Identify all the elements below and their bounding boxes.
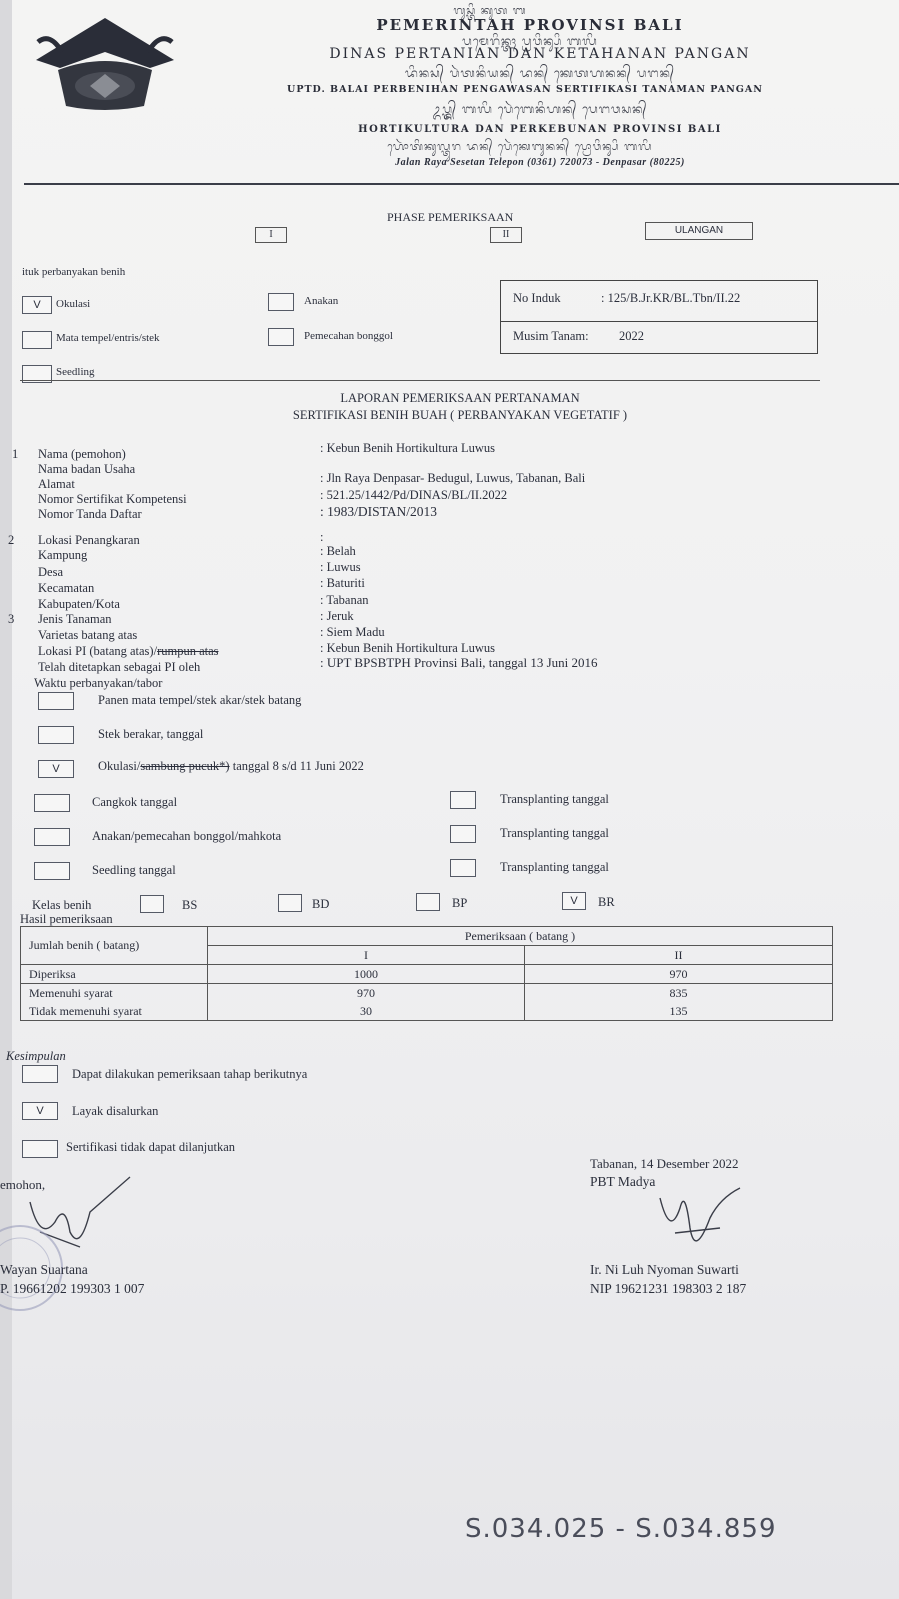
- panen-checkbox: [38, 692, 74, 710]
- mata-tempel-checkbox: [22, 331, 52, 349]
- kelas-bp-label: BP: [452, 896, 468, 910]
- government-name: PEMERINTAH PROVINSI BALI: [376, 16, 684, 34]
- pemohon-role: emohon,: [0, 1177, 46, 1192]
- col-jumlah-header: Jumlah benih ( batang): [21, 927, 208, 965]
- transplanting-3-label: Transplanting tanggal: [500, 860, 609, 874]
- varietas-label: Varietas batang atas: [38, 628, 138, 642]
- row-value-ii: 970: [525, 965, 833, 984]
- kelas-bs-label: BS: [182, 898, 198, 912]
- col-ii-header: II: [525, 946, 833, 965]
- table-row: [21, 1002, 833, 1021]
- okulasi-tanggal-checkbox: V: [38, 760, 74, 778]
- balinese-script-top: ᬕᬸᬲ᭄ᬢᬶ ᬓᬸᬢ ᬩ: [453, 4, 527, 17]
- row-value-ii: 835: [525, 984, 833, 1003]
- kelas-bd-checkbox: [278, 894, 302, 912]
- kampung-label: Kampung: [38, 548, 88, 562]
- badan-usaha-label: Nama badan Usaha: [38, 462, 136, 476]
- pbt-signature: [640, 1178, 750, 1268]
- kelas-bs-checkbox: [140, 895, 164, 913]
- tanda-daftar-value: : 1983/DISTAN/2013: [320, 504, 438, 519]
- cangkok-label: Cangkok tanggal: [92, 795, 178, 809]
- dinas-name: DINAS PERTANIAN DAN KETAHANAN PANGAN: [329, 46, 751, 62]
- section-3-number: 3: [8, 612, 15, 626]
- report-subtitle: SERTIFIKASI BENIH BUAH ( PERBANYAKAN VEGETATIF ): [292, 408, 628, 422]
- tanda-daftar-label: Nomor Tanda Daftar: [38, 507, 142, 521]
- sertifikat-value: : 521.25/1442/Pd/DINAS/BL/II.2022: [320, 488, 508, 502]
- hasil-label: Hasil pemeriksaan: [20, 912, 113, 926]
- row-value-i: 30: [208, 1002, 525, 1021]
- kesimpulan-1-checkbox: [22, 1065, 58, 1083]
- phase-box-2: II: [490, 227, 522, 243]
- office-address: Jalan Raya Sesetan Telepon (0361) 720073 - Denpasar (80225): [395, 157, 685, 168]
- musim-tanam-value: 2022: [619, 329, 644, 343]
- telah-ditetapkan-value: : UPT BPSBTPH Provinsi Bali, tanggal 13 Juni 2016: [320, 655, 598, 670]
- transplanting-3-checkbox: [450, 859, 476, 877]
- kabupaten-value: : Tabanan: [320, 593, 369, 607]
- alamat-value: : Jln Raya Denpasar- Bedugul, Luwus, Tabanan, Bali: [320, 471, 586, 485]
- stek-label: Stek berakar, tanggal: [98, 727, 204, 741]
- kesimpulan-2-label: Layak disalurkan: [72, 1104, 159, 1118]
- transplanting-1-label: Transplanting tanggal: [500, 792, 609, 806]
- uptd-name: UPTD. BALAI PERBENIHAN PENGAWASAN SERTIFIKASI TANAMAN PANGAN: [287, 84, 763, 95]
- anakan-label: Anakan: [304, 295, 339, 307]
- kelas-br-label: BR: [598, 895, 615, 909]
- section-2-number: 2: [8, 533, 15, 547]
- table-row: [21, 965, 833, 984]
- stek-checkbox: [38, 726, 74, 744]
- varietas-value: : Siem Madu: [320, 625, 385, 639]
- col-pemeriksaan-header: Pemeriksaan ( batang ): [208, 927, 833, 946]
- balinese-script-dinas: ᬤᬶᬦᬲ᭄ ᬧᬃᬢᬦᬶᬬᬦ᭄ ᬤᬦ᭄ ᬓᬾᬢᬳᬦᬦ᭄ ᬧᬗᬦ᭄: [404, 66, 676, 80]
- musim-tanam-label: Musim Tanam:: [513, 329, 589, 343]
- kesimpulan-1-label: Dapat dilakukan pemeriksaan tahap berikutnya: [72, 1067, 308, 1081]
- okulasi-label: Okulasi: [56, 298, 91, 310]
- kesimpulan-2-checkbox: V: [22, 1102, 58, 1120]
- report-title: LAPORAN PEMERIKSAAN PERTANAMAN: [340, 391, 580, 405]
- anakan-checkbox: [268, 293, 294, 311]
- handwritten-serial-range: S.034.025 - S.034.859: [465, 1514, 777, 1544]
- alamat-label: Alamat: [38, 477, 75, 491]
- pemohon-nip: P. 19661202 199303 1 007: [0, 1281, 145, 1296]
- mata-tempel-label: Mata tempel/entris/stek: [56, 332, 160, 344]
- anakan-tanggal-checkbox: [34, 828, 70, 846]
- hasil-table: [20, 926, 833, 1021]
- okulasi-checkbox: V: [22, 296, 52, 314]
- kecamatan-label: Kecamatan: [38, 581, 95, 595]
- kelas-benih-label: Kelas benih: [32, 898, 92, 912]
- kesimpulan-3-checkbox: [22, 1140, 58, 1158]
- row-label: Memenuhi syarat: [21, 984, 208, 1003]
- perbanyakan-label: ituk perbanyakan benih: [22, 266, 126, 278]
- kampung-value: : Belah: [320, 544, 356, 558]
- kelas-br-checkbox: V: [562, 892, 586, 910]
- kesimpulan-label: Kesimpulan: [6, 1049, 66, 1063]
- row-label: Diperiksa: [21, 965, 208, 984]
- row-value-i: 1000: [208, 965, 525, 984]
- header-divider: [24, 183, 899, 185]
- balinese-script-horti: ᬳᭀᬃᬢᬶᬓᬸᬮ᭄ᬢᬸᬭ ᬤᬦ᭄ ᬧᬾᬃᬓᬾᬩᬸᬦᬦ᭄ ᬧ᭄ᬭᭀᬯᬶᬦ᭄ᬲᬶ ᬩᬮᬶ: [387, 140, 653, 153]
- jenis-label: Jenis Tanaman: [38, 612, 112, 626]
- nama-label: Nama (pemohon): [38, 447, 126, 461]
- kelas-bd-label: BD: [312, 897, 330, 911]
- phase-title: PHASE PEMERIKSAAN: [387, 210, 514, 224]
- lokasi-value: :: [320, 530, 324, 544]
- anakan-tanggal-label: Anakan/pemecahan bonggol/mahkota: [92, 829, 282, 843]
- table-row: [21, 984, 833, 1003]
- telah-ditetapkan-label: Telah ditetapkan sebagai PI oleh: [38, 660, 201, 674]
- table-header-row: [21, 927, 833, 946]
- sertifikat-label: Nomor Sertifikat Kompetensi: [38, 492, 187, 506]
- seedling-label: Seedling: [56, 366, 95, 378]
- kesimpulan-3-label: Sertifikasi tidak dapat dilanjutkan: [66, 1140, 236, 1154]
- balinese-script-uptd: ᬉᬧ᭄ᬢ᭄ᬤ᭄ ᬩᬮᬶ ᬧᬾᬃᬩᬾᬦᬶᬳᬦ᭄ ᬧᬾᬗᬯᬲᬦ᭄: [432, 102, 648, 116]
- kelas-bp-checkbox: [416, 893, 440, 911]
- lokasi-label: Lokasi Penangkaran: [38, 533, 140, 547]
- row-value-i: 970: [208, 984, 525, 1003]
- nama-value: : Kebun Benih Hortikultura Luwus: [320, 441, 495, 455]
- kecamatan-value: : Baturiti: [320, 576, 365, 590]
- sign-place-date: Tabanan, 14 Desember 2022: [590, 1156, 739, 1171]
- transplanting-2-checkbox: [450, 825, 476, 843]
- bali-province-emblem: [30, 12, 180, 112]
- pemecahan-label: Pemecahan bonggol: [304, 330, 393, 342]
- no-induk-label: No Induk: [513, 291, 561, 305]
- pbt-name: Ir. Ni Luh Nyoman Suwarti: [590, 1262, 739, 1277]
- row-value-ii: 135: [525, 1002, 833, 1021]
- okulasi-tanggal-label: Okulasi/sambung pucuk*) tanggal 8 s/d 11 Juni 2022: [98, 759, 364, 773]
- col-i-header: I: [208, 946, 525, 965]
- balinese-script-gov: ᬧᬫᬾᬭᬶᬦ᭄ᬢᬄ ᬧ᭄ᬭᬯᬶᬦ᭄ᬲᬶ ᬩᬮᬶ: [462, 34, 598, 48]
- row-label: Tidak memenuhi syarat: [21, 1002, 208, 1021]
- lokasi-pi-label: Lokasi PI (batang atas)/rumpun atas: [38, 644, 219, 658]
- pemecahan-checkbox: [268, 328, 294, 346]
- waktu-label: Waktu perbanyakan/tabor: [34, 676, 163, 690]
- kabupaten-label: Kabupaten/Kota: [38, 597, 120, 611]
- seedling-tanggal-checkbox: [34, 862, 70, 880]
- desa-label: Desa: [38, 565, 63, 579]
- section-1-number: 1: [12, 447, 19, 461]
- phase-box-1: I: [255, 227, 287, 243]
- jenis-value: : Jeruk: [320, 609, 354, 623]
- pbt-nip: NIP 19621231 198303 2 187: [590, 1281, 747, 1296]
- transplanting-1-checkbox: [450, 791, 476, 809]
- desa-value: : Luwus: [320, 560, 361, 574]
- info-box: [500, 280, 818, 354]
- no-induk-value: : 125/B.Jr.KR/BL.Tbn/II.22: [601, 291, 741, 305]
- cangkok-checkbox: [34, 794, 70, 812]
- lokasi-pi-value: : Kebun Benih Hortikultura Luwus: [320, 641, 495, 655]
- panen-label: Panen mata tempel/stek akar/stek batang: [98, 693, 302, 707]
- section-divider: [20, 380, 820, 381]
- pemohon-name: Wayan Suartana: [0, 1262, 88, 1277]
- transplanting-2-label: Transplanting tanggal: [500, 826, 609, 840]
- hortikultura-name: HORTIKULTURA DAN PERKEBUNAN PROVINSI BALI: [358, 124, 722, 135]
- pbt-role: PBT Madya: [590, 1174, 656, 1189]
- ulangan-box: ULANGAN: [645, 222, 753, 240]
- seedling-tanggal-label: Seedling tanggal: [92, 863, 176, 877]
